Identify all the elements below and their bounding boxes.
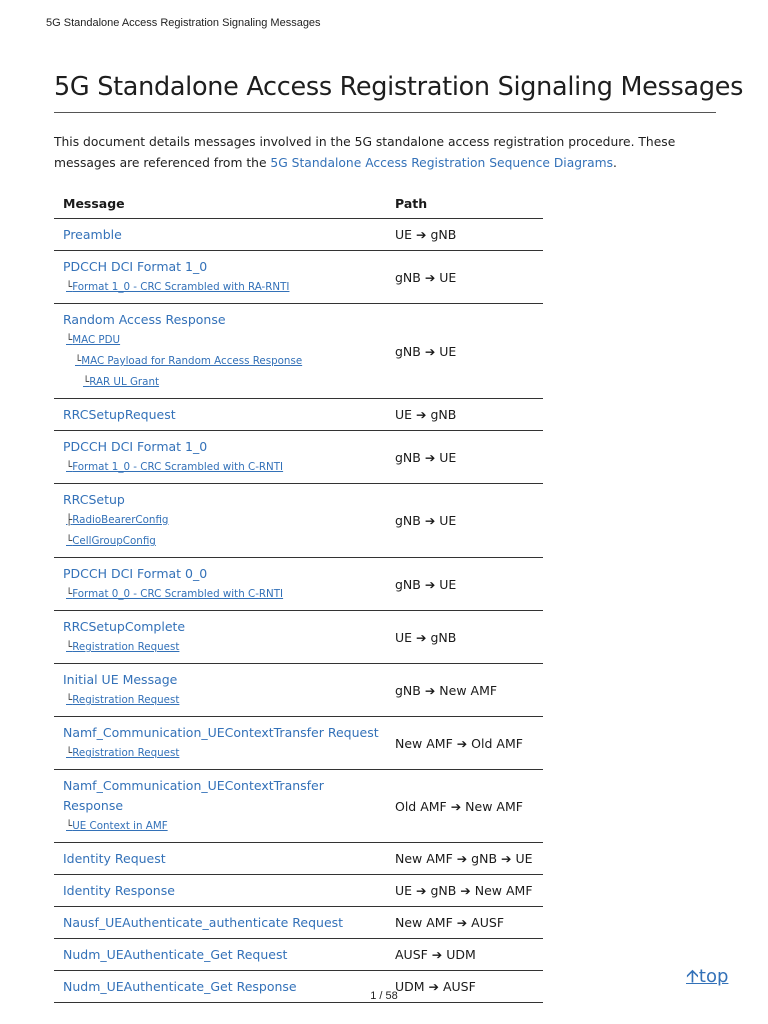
- path-cell: AUSF ➔ UDM: [386, 939, 543, 971]
- table-body: [54, 219, 543, 1003]
- table-header-row: [54, 188, 543, 219]
- messages-table: [54, 188, 543, 1003]
- sub-message-label: Registration Request: [72, 641, 180, 653]
- message-cell: [54, 558, 386, 611]
- path-cell: UE ➔ gNB ➔ New AMF: [386, 875, 543, 907]
- message-cell: [54, 431, 386, 484]
- message-link[interactable]: Identity Response: [63, 883, 175, 898]
- sub-message-label: Format 1_0 - CRC Scrambled with RA-RNTI: [72, 281, 290, 293]
- page-title: 5G Standalone Access Registration Signaling Messages: [54, 72, 744, 102]
- sub-message-link[interactable]: [63, 351, 386, 372]
- message-link[interactable]: RRCSetupRequest: [63, 407, 176, 422]
- table-row: [54, 770, 543, 843]
- sub-message-link[interactable]: [63, 277, 386, 298]
- message-link[interactable]: Namf_Communication_UEContextTransfer Request: [63, 725, 379, 740]
- message-cell: [54, 843, 386, 875]
- message-link[interactable]: Nausf_UEAuthenticate_authenticate Request: [63, 915, 344, 930]
- sub-message-link[interactable]: [63, 816, 386, 837]
- table-row: [54, 219, 543, 251]
- message-link[interactable]: Preamble: [63, 227, 122, 242]
- message-cell: [54, 304, 386, 399]
- message-link[interactable]: Identity Request: [63, 851, 166, 866]
- path-cell: gNB ➔ UE: [386, 558, 543, 611]
- sub-message-link[interactable]: [63, 743, 386, 764]
- intro-end: .: [613, 156, 617, 170]
- tree-connector: └: [66, 535, 73, 547]
- path-cell: gNB ➔ New AMF: [386, 664, 543, 717]
- sub-message-label: UE Context in AMF: [72, 820, 168, 832]
- sub-message-link[interactable]: [63, 457, 386, 478]
- message-cell: [54, 611, 386, 664]
- path-cell: Old AMF ➔ New AMF: [386, 770, 543, 843]
- sub-message-link[interactable]: [63, 690, 386, 711]
- sub-message-link[interactable]: [63, 531, 386, 552]
- sub-message-label: MAC Payload for Random Access Response: [81, 355, 303, 367]
- sub-message-link[interactable]: [63, 330, 386, 351]
- message-cell: [54, 939, 386, 971]
- path-cell: gNB ➔ UE: [386, 484, 543, 558]
- message-link[interactable]: Namf_Communication_UEContextTransfer Response: [63, 778, 324, 813]
- table-row: [54, 843, 543, 875]
- table-row: [54, 251, 543, 304]
- table-row: [54, 399, 543, 431]
- table-row: [54, 664, 543, 717]
- message-cell: [54, 219, 386, 251]
- message-cell: [54, 770, 386, 843]
- path-cell: UE ➔ gNB: [386, 219, 543, 251]
- path-cell: New AMF ➔ AUSF: [386, 907, 543, 939]
- tree-connector: └: [66, 461, 73, 473]
- page-indicator: 1 / 58: [370, 990, 398, 1002]
- tree-connector: └: [66, 641, 73, 653]
- table-row: [54, 875, 543, 907]
- tree-connector: └: [66, 281, 73, 293]
- tree-connector: └: [83, 376, 90, 388]
- path-cell: UDM ➔ AUSF: [386, 971, 543, 1003]
- table-row: [54, 939, 543, 971]
- intro-paragraph: [54, 132, 724, 174]
- message-link[interactable]: Nudm_UEAuthenticate_Get Response: [63, 979, 297, 994]
- tree-connector: ├: [66, 514, 73, 526]
- message-cell: [54, 484, 386, 558]
- message-cell: [54, 717, 386, 770]
- sub-message-label: CellGroupConfig: [72, 535, 156, 547]
- message-link[interactable]: PDCCH DCI Format 1_0: [63, 259, 208, 274]
- table-row: [54, 431, 543, 484]
- message-link[interactable]: RRCSetup: [63, 492, 125, 507]
- table-row: [54, 907, 543, 939]
- path-cell: UE ➔ gNB: [386, 611, 543, 664]
- tree-connector: └: [66, 334, 73, 346]
- sub-message-label: RadioBearerConfig: [72, 514, 169, 526]
- table-row: [54, 558, 543, 611]
- message-cell: [54, 251, 386, 304]
- message-link[interactable]: Random Access Response: [63, 312, 226, 327]
- message-cell: [54, 399, 386, 431]
- path-cell: gNB ➔ UE: [386, 251, 543, 304]
- table-row: [54, 611, 543, 664]
- sub-message-label: Format 0_0 - CRC Scrambled with C-RNTI: [72, 588, 284, 600]
- sub-message-link[interactable]: [63, 372, 386, 393]
- message-cell: [54, 907, 386, 939]
- sub-message-label: Registration Request: [72, 694, 180, 706]
- tree-connector: └: [75, 355, 82, 367]
- message-link[interactable]: Nudm_UEAuthenticate_Get Request: [63, 947, 288, 962]
- table-row: [54, 484, 543, 558]
- sub-message-link[interactable]: [63, 637, 386, 658]
- table-row: [54, 304, 543, 399]
- sub-message-label: RAR UL Grant: [89, 376, 160, 388]
- tree-connector: └: [66, 820, 73, 832]
- running-header: 5G Standalone Access Registration Signaling Messages: [46, 17, 321, 29]
- message-link[interactable]: PDCCH DCI Format 1_0: [63, 439, 208, 454]
- sub-message-label: Format 1_0 - CRC Scrambled with C-RNTI: [72, 461, 284, 473]
- column-header-message: Message: [54, 188, 386, 219]
- path-cell: UE ➔ gNB: [386, 399, 543, 431]
- table-row: [54, 717, 543, 770]
- message-link[interactable]: Initial UE Message: [63, 672, 178, 687]
- path-cell: gNB ➔ UE: [386, 304, 543, 399]
- sub-message-link[interactable]: [63, 510, 386, 531]
- sequence-diagrams-link[interactable]: 5G Standalone Access Registration Sequence Diagrams: [270, 156, 614, 170]
- message-link[interactable]: PDCCH DCI Format 0_0: [63, 566, 208, 581]
- message-cell: [54, 875, 386, 907]
- message-cell: [54, 664, 386, 717]
- intro-text: This document details messages involved in the 5G standalone access registration procedure. These messages are referenced from the: [54, 135, 676, 170]
- column-header-path: Path: [386, 188, 543, 219]
- tree-connector: └: [66, 694, 73, 706]
- path-cell: gNB ➔ UE: [386, 431, 543, 484]
- title-divider: [54, 112, 716, 113]
- tree-connector: └: [66, 747, 73, 759]
- sub-message-label: MAC PDU: [72, 334, 121, 346]
- tree-connector: └: [66, 588, 73, 600]
- path-cell: New AMF ➔ Old AMF: [386, 717, 543, 770]
- sub-message-link[interactable]: [63, 584, 386, 605]
- sub-message-label: Registration Request: [72, 747, 180, 759]
- path-cell: New AMF ➔ gNB ➔ UE: [386, 843, 543, 875]
- back-to-top-link[interactable]: 🡩top: [686, 966, 729, 987]
- message-link[interactable]: RRCSetupComplete: [63, 619, 186, 634]
